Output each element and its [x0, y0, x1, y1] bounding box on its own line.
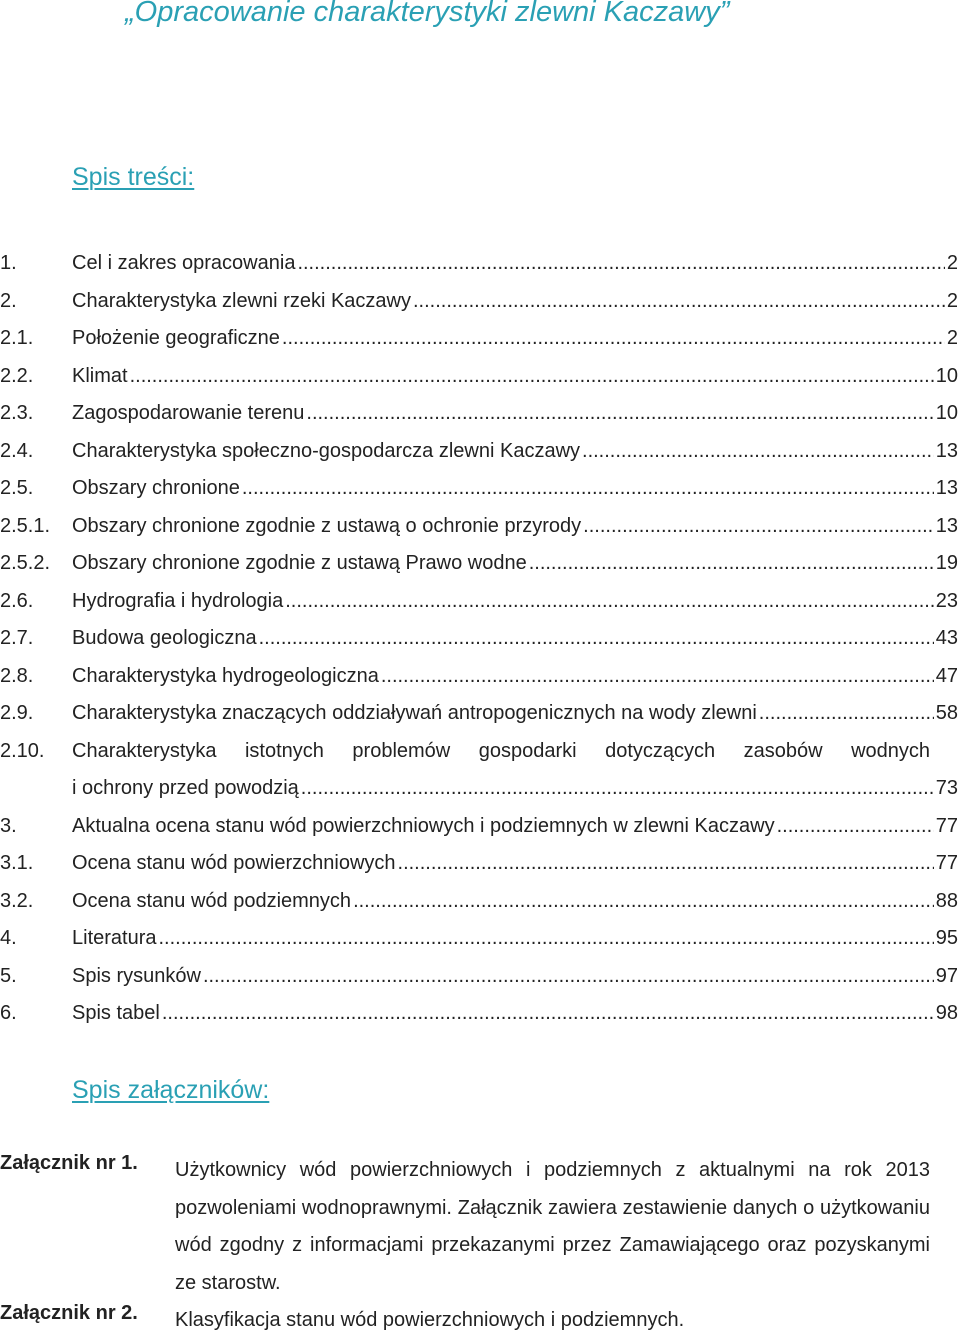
- toc-entry-label: Charakterystyka znaczących oddziaływań antropogenicznych na wody zlewni: [72, 702, 757, 724]
- toc-entry-label: Obszary chronione zgodnie z ustawą o ochronie przyrody: [72, 514, 582, 537]
- toc-entry[interactable]: [0, 246, 960, 284]
- toc-entry-label: i ochrony przed powodzią: [72, 777, 299, 799]
- toc-entry-number: 4.: [0, 927, 17, 949]
- toc-entry-number: 2.7.: [0, 627, 34, 649]
- toc-dot-leader: [413, 290, 945, 313]
- toc-entry-number: 2.9.: [0, 702, 34, 724]
- toc-entry[interactable]: [0, 659, 960, 697]
- toc-entry-label: Charakterystyka społeczno-gospodarcza zlewni Kaczawy: [72, 439, 581, 462]
- toc-entry-page: 97: [935, 964, 958, 987]
- toc-dot-leader: [777, 815, 934, 838]
- toc-entry-page: 13: [935, 514, 958, 537]
- toc-entry-label: Budowa geologiczna: [72, 627, 257, 649]
- toc-entry-number: 2.2.: [0, 364, 34, 387]
- toc-dot-leader: [159, 927, 934, 950]
- toc-entry[interactable]: [0, 921, 960, 959]
- toc-entry[interactable]: [0, 471, 960, 509]
- toc-entry[interactable]: [0, 621, 960, 659]
- attachment-label: Załącznik nr 1.: [0, 1152, 138, 1174]
- toc-entry-label: Obszary chronione zgodnie z ustawą Prawo wodne: [72, 552, 527, 574]
- toc-entry-number: 2.5.: [0, 477, 34, 499]
- toc-dot-leader: [306, 402, 933, 425]
- document-title: „Opracowanie charakterystyki zlewni Kaczawy”: [125, 0, 730, 28]
- toc-entry-page: 73: [935, 777, 958, 799]
- toc-entry[interactable]: [0, 884, 960, 922]
- toc-entry[interactable]: [0, 809, 960, 847]
- toc-dot-leader: [203, 965, 934, 988]
- toc-entry[interactable]: [0, 359, 960, 397]
- toc-entry[interactable]: [0, 734, 960, 809]
- toc-entry-number: 2.8.: [0, 664, 34, 687]
- toc-dot-leader: [582, 440, 934, 463]
- toc-entry[interactable]: [0, 284, 960, 322]
- toc-entry-page: 47: [935, 664, 958, 687]
- toc-entry-number: 2.1.: [0, 327, 34, 349]
- toc-entry-number: 5.: [0, 964, 17, 987]
- toc-entry-page: 2: [946, 289, 958, 312]
- toc-entry-label: Spis tabel: [72, 1002, 160, 1024]
- attachment-item: [0, 1152, 960, 1302]
- toc-entry-page: 77: [935, 852, 958, 874]
- toc-entry[interactable]: [0, 584, 960, 622]
- toc-entry-page: 10: [935, 402, 958, 424]
- toc-dot-leader: [583, 515, 934, 538]
- toc-dot-leader: [398, 852, 934, 875]
- toc-entry-label: Położenie geograficzne: [72, 327, 280, 349]
- toc-dot-leader: [529, 552, 934, 575]
- toc-entry-number: 2.10.: [0, 739, 45, 762]
- toc-dot-leader: [353, 890, 934, 913]
- toc-heading[interactable]: Spis treści:: [72, 163, 195, 191]
- toc-entry-label: Ocena stanu wód powierzchniowych: [72, 852, 396, 874]
- toc-entry[interactable]: [0, 546, 960, 584]
- attachments-heading[interactable]: Spis załączników:: [72, 1076, 270, 1104]
- toc-dot-leader: [381, 665, 934, 688]
- toc-entry-number: 2.4.: [0, 439, 34, 462]
- toc-entry[interactable]: [0, 959, 960, 997]
- toc-entry[interactable]: [0, 396, 960, 434]
- toc-entry-page: 98: [935, 1002, 958, 1024]
- toc-entry-page: 95: [935, 927, 958, 949]
- toc-entry-label: Obszary chronione: [72, 477, 240, 499]
- toc-entry-number: 6.: [0, 1002, 17, 1024]
- toc-entry-label: Ocena stanu wód podziemnych: [72, 889, 352, 912]
- toc-dot-leader: [759, 702, 934, 725]
- toc-entry-number: 3.: [0, 814, 17, 837]
- toc-entry-page: 19: [935, 552, 958, 574]
- toc-entry-label-first-line: Charakterystyka istotnych problemów gospodarki dotyczących zasobów wodnych: [72, 739, 930, 762]
- attachment-label: Załącznik nr 2.: [0, 1302, 138, 1324]
- toc-entry-page: 43: [935, 627, 958, 649]
- toc-dot-leader: [242, 477, 934, 500]
- toc-entry-page: 10: [935, 364, 958, 387]
- toc-entry[interactable]: [0, 846, 960, 884]
- toc-entry-page: 58: [935, 702, 958, 724]
- toc-entry-number: 2.5.1.: [0, 514, 51, 537]
- table-of-contents: [0, 246, 960, 1034]
- toc-entry-number: 2.: [0, 289, 17, 312]
- toc-entry-page: 2: [946, 327, 958, 349]
- toc-entry-label: Spis rysunków: [72, 964, 201, 987]
- toc-entry-number: 3.1.: [0, 852, 34, 874]
- toc-dot-leader: [301, 777, 934, 800]
- toc-dot-leader: [297, 252, 944, 275]
- toc-dot-leader: [259, 627, 934, 650]
- toc-dot-leader: [130, 365, 934, 388]
- toc-entry[interactable]: [0, 509, 960, 547]
- toc-entry-number: 2.6.: [0, 589, 34, 612]
- toc-entry-label: Zagospodarowanie terenu: [72, 402, 305, 424]
- toc-entry-label: Charakterystyka zlewni rzeki Kaczawy: [72, 289, 411, 312]
- toc-entry-label: Literatura: [72, 927, 157, 949]
- toc-entry-page: 88: [935, 889, 958, 912]
- toc-dot-leader: [162, 1002, 934, 1025]
- attachment-description: Klasyfikacja stanu wód powierzchniowych i podziemnych.: [175, 1309, 685, 1331]
- toc-entry-label: Klimat: [72, 364, 128, 387]
- toc-entry-label: Hydrografia i hydrologia: [72, 589, 284, 612]
- toc-dot-leader: [282, 327, 945, 350]
- toc-entry-number: 1.: [0, 252, 17, 274]
- toc-entry-page: 13: [935, 477, 958, 499]
- toc-entry-number: 2.3.: [0, 402, 34, 424]
- toc-entry-label: Cel i zakres opracowania: [72, 252, 296, 274]
- toc-entry-page: 23: [935, 589, 958, 612]
- toc-entry-page: 77: [935, 814, 958, 837]
- toc-entry-page: 13: [935, 439, 958, 462]
- toc-entry-number: 2.5.2.: [0, 552, 51, 574]
- attachments-list: [0, 1152, 960, 1340]
- toc-entry[interactable]: [0, 321, 960, 359]
- toc-entry-label: Charakterystyka hydrogeologiczna: [72, 664, 379, 687]
- toc-dot-leader: [285, 590, 934, 613]
- toc-entry-label: Aktualna ocena stanu wód powierzchniowych i podziemnych w zlewni Kaczawy: [72, 814, 775, 837]
- toc-entry[interactable]: [0, 696, 960, 734]
- toc-entry[interactable]: [0, 434, 960, 472]
- toc-entry-page: 2: [946, 252, 958, 274]
- toc-entry-number: 3.2.: [0, 889, 34, 912]
- attachment-description: Użytkownicy wód powierzchniowych i podziemnych z aktualnymi na rok 2013 pozwoleniami wodnoprawnymi. Załącznik zawiera zestawienie danych o użytkowaniu wód zgodny z informacjami przekazanymi przez Zamawiającego oraz pozyskanymi ze starostw.: [175, 1159, 930, 1294]
- toc-entry[interactable]: [0, 996, 960, 1034]
